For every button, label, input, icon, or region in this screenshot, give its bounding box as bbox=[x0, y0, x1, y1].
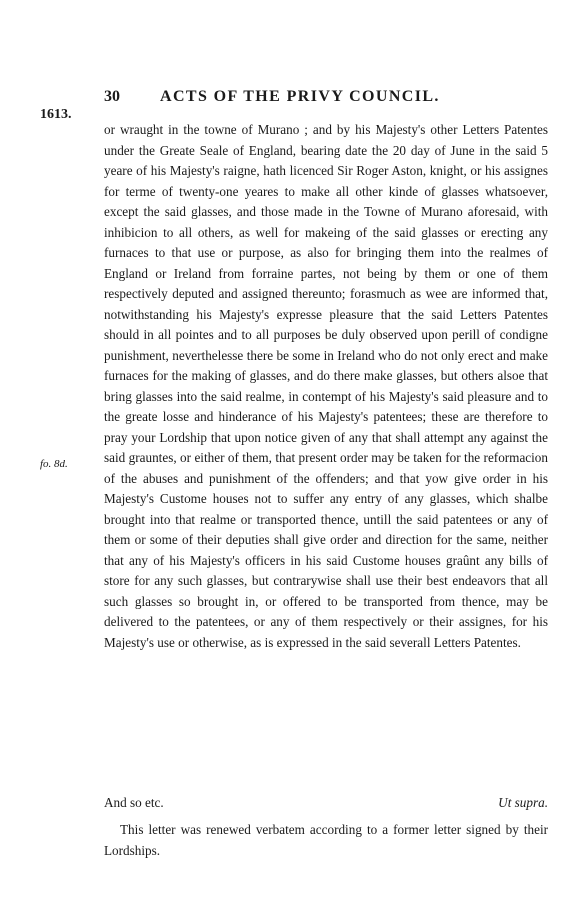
closing-formula: And so etc. bbox=[104, 795, 164, 810]
year-marginal: 1613. bbox=[40, 107, 72, 122]
main-paragraph: or wraught in the towne of Murano ; and by his Majesty's other Letters Patentes under the Greate Seale of England, bearing date the 20 day of June in the said 5 yeare of his Majesty's raigne, hath licenced Sir Roger Aston, knight, or his assignes for terme of twenty-one yeares to make all other kinde of glasses whatsoever, except the said glasses, and those made in the Towne of Murano aforesaid, with inhibicion to all others, as well for makeing of the said glasses or erecting any furnaces to that use or purpose, as also for bringing them into the realmes of England or Ireland from forraine partes, not being by them or one of them respectively deputed and assigned thereunto; forasmuch as wee are informed that, notwithstanding his Majesty's expresse pleasure that the said Letters Patentes should in all pointes and to all purposes be duly observed upon perill of condigne punishment, neverthelesse there be some in Ireland who do not only erect and make furnaces for the making of glasses, and do there make glasses, but others alsoe that bring glasses into the said realme, in contempt of his Majesty's said pleasure and to the greate losse and hinderance of his Majesty's patentees; these are therefore to pray your Lordship that upon notice given of any that shall attempt any against the said grauntes, or either of them, that present order may be taken for the reformacion of the abuses and punishment of the offenders; and that yow give order in his Majesty's Custome houses not to suffer any entry of any glasses, which shalbe brought into that realme or transported thence, untill the said patentees or any of them or some of their deputies shall give order and direction for the same, neither that any of his Majesty's officers in his said Custome houses graûnt any bills of store for any such glasses, but contrarywise shall use their best endeavors that all such glasses so brought in, or offered to be transported from thence, may be delivered to the patentees, or any of them respectively or their assignes, for his Majesty's use or otherwise, as is expressed in the said severall Letters Patentes. bbox=[104, 122, 548, 650]
running-title: ACTS OF THE PRIVY COUNCIL. bbox=[160, 88, 440, 105]
page-number: 30 bbox=[104, 88, 120, 105]
renewal-note: This letter was renewed verbatem according to a former letter signed by their Lordships. bbox=[104, 822, 548, 858]
closing-line bbox=[104, 793, 548, 814]
folio-marginal-note: fo. 8d. bbox=[40, 458, 68, 470]
ut-supra-reference: Ut supra. bbox=[498, 795, 548, 810]
